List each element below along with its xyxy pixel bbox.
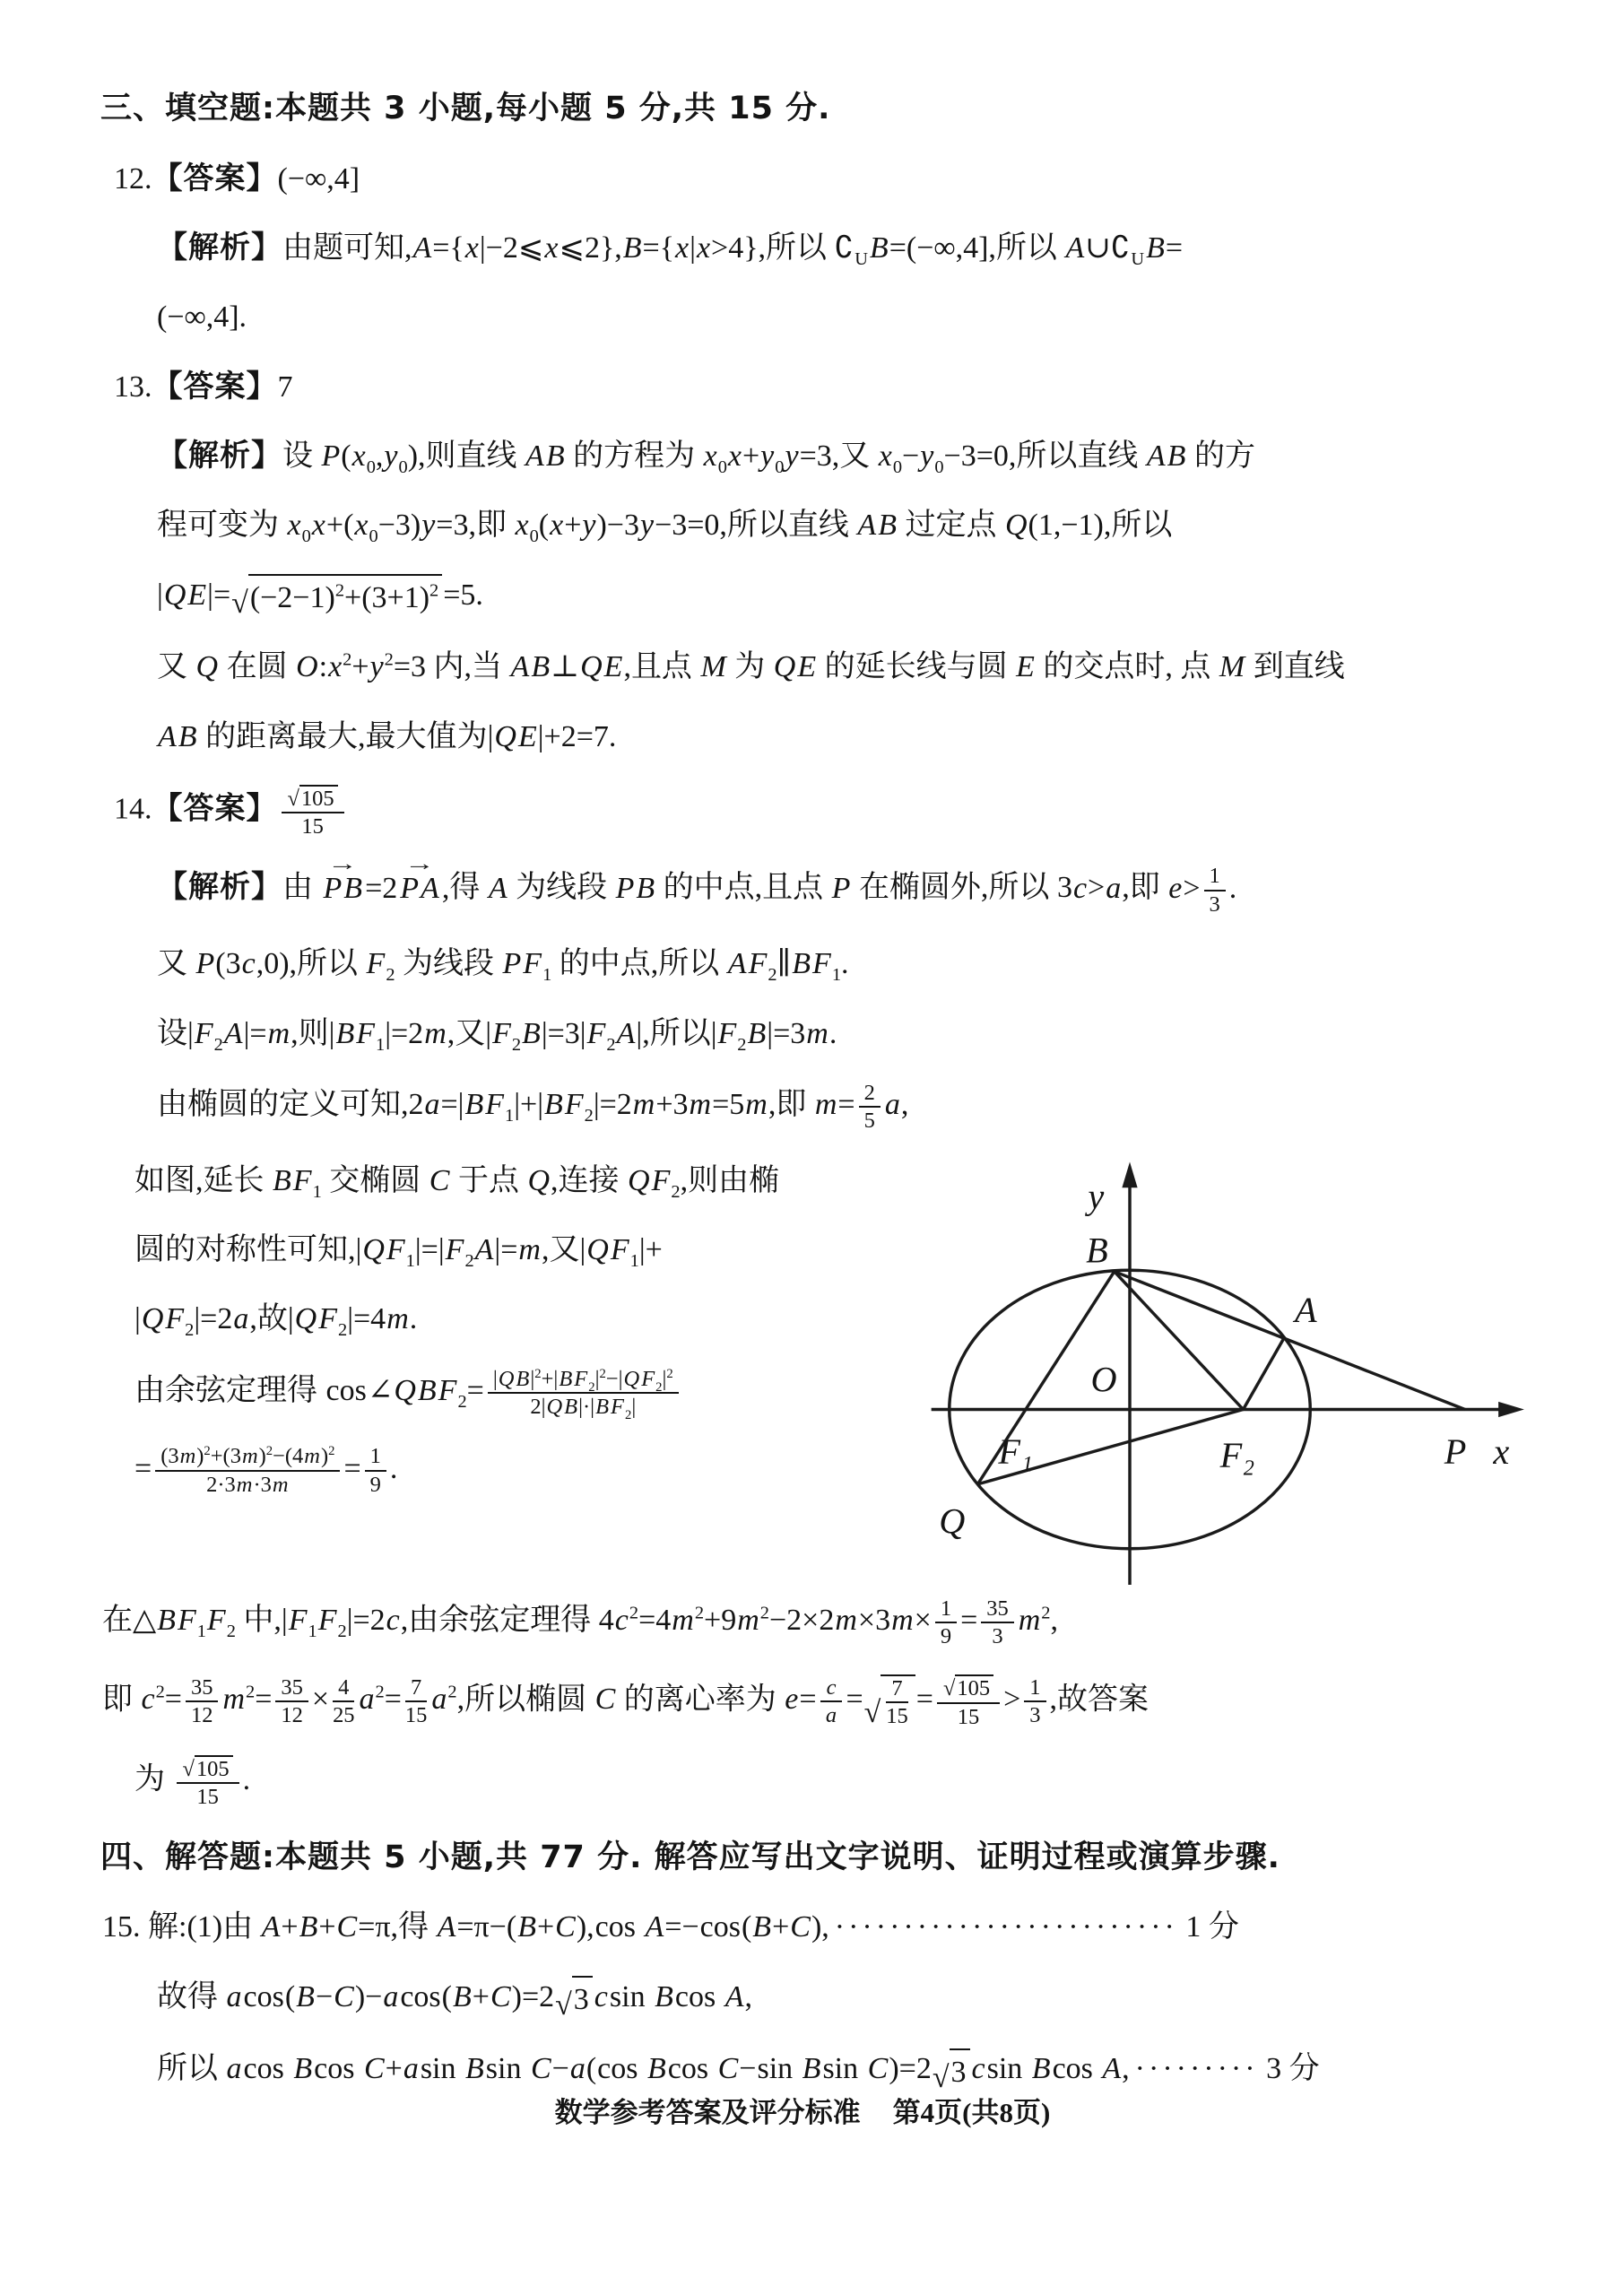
- figure-label-f2: F₂: [1219, 1434, 1255, 1475]
- q14-figure-container: [924, 1152, 1605, 1596]
- cjk-text: 于点: [450, 1163, 527, 1197]
- math-expression: $|F_2B|=3m$.: [710, 1016, 837, 1055]
- bold-label: 【解析】: [157, 230, 282, 266]
- q14-analysis-6: [0, 1674, 1605, 1730]
- cjk-text: 由余弦定理得: [134, 1373, 325, 1407]
- cjk-text: 为: [726, 650, 773, 684]
- figure-label-f1: F₁: [998, 1431, 1033, 1472]
- math-expression: $x_0-y_0-3=0$,: [878, 439, 1017, 477]
- section4-header: [0, 1835, 1605, 1881]
- cjk-text: 内,当: [426, 650, 510, 684]
- fraction: $\frac{1}{9}$: [935, 1596, 957, 1649]
- dot-leader: ·········: [1134, 2052, 1259, 2086]
- q14-figure-left-text: [0, 1159, 924, 1523]
- figure-label-o: O: [1090, 1359, 1117, 1400]
- math-expression: acos Bcos C+asin Bsin C−a(cos Bcos C−sin Bsin C)=2 √ 3 csin Bcos A,: [226, 2052, 1130, 2085]
- footer-page-number: 第4页(共8页): [892, 2097, 1051, 2128]
- figure-geometry: [932, 1172, 1506, 1585]
- cjk-text: 即: [1129, 871, 1168, 905]
- cjk-text: 又: [157, 650, 195, 684]
- cjk-text: 由椭圆的定义可知,: [157, 1088, 409, 1122]
- fraction: $\frac{(3m)^2+(3m)^2-(4m)^2}{2\cdot 3m\cdot 3m}$: [155, 1444, 340, 1497]
- math-expression: 7: [277, 370, 293, 404]
- bold-label: 【答案】: [152, 368, 278, 404]
- math-expression: $AF_2\parallel BF_1$.: [727, 947, 849, 986]
- cjk-text: 则直线: [425, 439, 525, 473]
- fraction: $\frac{35}{12}$: [275, 1675, 308, 1728]
- cjk-text: 的方: [1186, 439, 1255, 473]
- q14-analysis-2: [0, 942, 1605, 986]
- math-expression: M: [700, 650, 726, 684]
- cjk-text: 1 分: [1177, 1910, 1239, 1944]
- math-expression: P: [831, 871, 851, 905]
- figure-label-q: Q: [939, 1500, 966, 1542]
- math-expression: AB⊥QE,: [510, 650, 631, 684]
- math-expression: $BF_1$: [273, 1163, 322, 1202]
- math-expression: Q: [195, 650, 219, 684]
- cjk-text: 过定点: [897, 509, 1004, 543]
- fraction: $\frac{1}{3}$: [1024, 1675, 1045, 1728]
- cjk-text: 故答案: [1057, 1683, 1150, 1717]
- figure-label-a: A: [1295, 1289, 1317, 1330]
- axis-arrowheads: [1122, 1161, 1524, 1417]
- cjk-text: 连接: [558, 1163, 628, 1197]
- fill-in-blank-section: [0, 0, 1605, 1134]
- cjk-text: 在: [102, 1603, 133, 1637]
- figure-label-y: y: [1088, 1176, 1105, 1216]
- q14-figure-text-2: [0, 1228, 924, 1272]
- q14-cosine-line-2: [0, 1444, 924, 1497]
- cjk-text: 的中点,所以: [551, 947, 727, 981]
- math-expression: $4c^2=4m^2+9m^2-2\times 2m\times 3m\times$ $\frac{1}{9}$ = $\frac{35}{3}$ $m^2$,: [598, 1596, 1058, 1649]
- math-expression: (−∞,4]: [277, 161, 360, 196]
- vector: PB →: [323, 866, 364, 910]
- math-expression: AB: [525, 439, 565, 473]
- math-expression: $x_0x+(x_0-3)y=3$,: [287, 509, 476, 547]
- cjk-text: 所以: [297, 947, 366, 981]
- math-expression: $c^2=$ $\frac{35}{12}$ $m^2=$ $\frac{35}{12}$ × $\frac{4}{25}$ $a^2=$ $\frac{7}{15}$ $a^2$,: [141, 1674, 465, 1728]
- vector: PA →: [399, 866, 440, 910]
- cjk-text: 所以: [649, 1016, 711, 1050]
- x-axis-arrow: [1498, 1402, 1524, 1417]
- cjk-text: 设: [282, 439, 321, 473]
- math-expression: $\cos\angle QBF_2=$ $\frac{|QB|^2+|BF_2|^2-|QF_2|^2}{2|QB|\cdot|BF_2|}$: [325, 1374, 682, 1407]
- cjk-text: 在椭圆外,所以: [851, 871, 1057, 905]
- math-expression: $|F_2B|=3|F_2A|$,: [485, 1016, 650, 1055]
- cjk-text: 为线段: [395, 947, 502, 981]
- math-expression: e= $\frac{c}{a}$ = √ $\frac{7}{15}$ = √ 105 15 > $\frac{1}{3}$ ,: [785, 1674, 1058, 1729]
- q13-answer: [0, 365, 1605, 409]
- figure-label-x: x: [1493, 1431, 1510, 1472]
- ellipse-figure: [924, 1152, 1542, 1596]
- fraction: $\frac{1}{9}$: [365, 1444, 386, 1497]
- square-root: √ 3: [933, 2048, 970, 2094]
- math-expression: (−∞,4].: [157, 300, 247, 335]
- cjk-text: 的延长线与圆: [817, 650, 1016, 684]
- cjk-text: 由: [282, 871, 321, 905]
- cjk-text: 程可变为: [157, 509, 287, 543]
- math-expression: P(3c,0),: [195, 947, 298, 981]
- cjk-text: 如图,延长: [134, 1163, 272, 1197]
- math-expression: $|QF_1|+$: [579, 1233, 663, 1271]
- math-expression: m= $\frac{2}{5}$ a,: [814, 1080, 909, 1134]
- cjk-text: 所以: [1111, 509, 1173, 543]
- math-expression: E: [1016, 650, 1035, 684]
- math-expression: $x_0x+y_0y=3$,: [703, 439, 840, 477]
- cjk-text: 所以: [766, 231, 835, 265]
- cjk-text: 设: [157, 1016, 187, 1050]
- cjk-text: 为: [134, 1762, 173, 1796]
- math-expression: $F_2$: [366, 947, 395, 986]
- bold-label: 【答案】: [152, 160, 278, 196]
- q15-step-2: [0, 1975, 1605, 2022]
- square-root: √ 105: [943, 1674, 993, 1700]
- cjk-text: 3 分: [1258, 2052, 1320, 2086]
- cjk-text: 又: [549, 1233, 580, 1267]
- q14-analysis-3: [0, 1012, 1605, 1056]
- math-expression: 3c>a,: [1056, 871, 1130, 905]
- square-root: √ 105: [183, 1755, 233, 1781]
- cjk-text: 圆的对称性可知,: [134, 1233, 356, 1267]
- math-expression: A={x|−2⩽x⩽2},B={x|x>4},: [412, 231, 767, 265]
- cjk-text: 又: [839, 439, 878, 473]
- fraction: $\frac{35}{12}$: [186, 1675, 218, 1728]
- cjk-text: 所以: [157, 2052, 226, 2086]
- cjk-text: 在圆: [219, 650, 296, 684]
- cjk-text: 即: [475, 509, 515, 543]
- fraction: $\frac{7}{15}$: [886, 1675, 908, 1729]
- math-expression: A+B+C=π,: [261, 1910, 399, 1944]
- math-expression: $∁_UB=(-\infty,4]$,: [834, 231, 996, 269]
- cjk-text: 则由椭: [688, 1163, 780, 1197]
- square-root: √ $(-2-1)^2+(3+1)^2$: [231, 574, 442, 620]
- footer-title: 数学参考答案及评分标准: [554, 2097, 861, 2128]
- math-expression: PB: [615, 871, 655, 905]
- q13-analysis-1: [0, 434, 1605, 478]
- math-expression: AB: [857, 509, 897, 543]
- cjk-text: 故得: [157, 1979, 226, 2013]
- fraction: $\frac{2}{5}$: [859, 1081, 881, 1134]
- cjk-text: 为线段: [508, 871, 615, 905]
- cjk-text: 又: [455, 1016, 486, 1050]
- square-root: √ 3: [555, 1976, 593, 2022]
- fraction: √ 105 15: [937, 1674, 1000, 1730]
- q13-analysis-5: [0, 715, 1605, 759]
- y-axis-arrow: [1122, 1161, 1137, 1187]
- figure-labels: [939, 1176, 1509, 1541]
- math-expression: A: [488, 871, 508, 905]
- math-expression: $x_0(x+y)-3y-3=0$,: [515, 509, 727, 547]
- cjk-text: 13.: [114, 370, 152, 404]
- bold-label: 四、解答题:本题共 5 小题,共 77 分. 解答应写出文字说明、证明过程或演算步骤.: [100, 1839, 1280, 1875]
- math-expression: $|QF_1|=|F_2A|=m$,: [355, 1233, 550, 1271]
- q12-analysis-2: [0, 295, 1605, 339]
- fraction: $\frac{c}{a}$: [820, 1675, 843, 1728]
- q15-step-1: [0, 1905, 1605, 1949]
- page-footer: [0, 2090, 1605, 2130]
- bold-label: 三、填空题:本题共 3 小题,每小题 5 分,共 15 分.: [100, 91, 831, 126]
- q14-analysis-1: [0, 864, 1605, 917]
- q13-analysis-2: [0, 503, 1605, 547]
- segment-BP: [1115, 1271, 1465, 1409]
- math-expression: = $\frac{(3m)^2+(3m)^2-(4m)^2}{2\cdot 3m\cdot 3m}$ = $\frac{1}{9}$ .: [134, 1444, 398, 1497]
- cjk-text: 到直线: [1245, 650, 1345, 684]
- cjk-text: 中,: [235, 1603, 282, 1637]
- cjk-text: 的交点时, 点: [1035, 650, 1219, 684]
- math-expression: $A\cup∁_UB=$: [1065, 231, 1184, 269]
- math-expression: acos(B−C)−acos(B+C)=2 √ 3 csin Bcos A,: [226, 1980, 752, 2013]
- math-expression: A=π−(B+C),cos A=−cos(B+C),: [437, 1910, 829, 1944]
- cjk-text: 交椭圆: [321, 1163, 429, 1197]
- cjk-text: 14.: [114, 792, 152, 826]
- cjk-text: 即: [776, 1088, 814, 1122]
- math-expression: C: [429, 1163, 450, 1197]
- q14-analysis-7: [0, 1754, 1605, 1810]
- q14-figure-text-1: [0, 1159, 924, 1203]
- q14-figure-row: [0, 1159, 1605, 1596]
- math-expression: e> $\frac{1}{3}$ .: [1168, 864, 1237, 917]
- cjk-text: 得: [398, 1910, 437, 1944]
- math-expression: $O:x^2+y^2=3$: [296, 650, 427, 684]
- cjk-text: 的方程为: [565, 439, 703, 473]
- q12-answer: [0, 157, 1605, 201]
- figure-label-p: P: [1444, 1431, 1467, 1472]
- q15-step-3: [0, 2047, 1605, 2094]
- math-expression: $\triangle BF_1F_2$: [133, 1603, 236, 1641]
- fraction: $\frac{35}{3}$: [981, 1596, 1013, 1649]
- cjk-text: 的距离最大,最大值为: [197, 719, 488, 753]
- math-expression: |QE|+2=7.: [487, 719, 617, 753]
- math-expression: AB: [158, 719, 197, 753]
- fraction: √ 105 15: [282, 784, 344, 839]
- math-expression: $|F_1F_2|=2c$,: [281, 1603, 409, 1641]
- segment-AF2: [1244, 1337, 1285, 1410]
- math-expression: $PF_1$: [502, 947, 552, 986]
- cjk-text: 12.: [114, 161, 152, 196]
- cjk-text: 则: [298, 1016, 329, 1050]
- cjk-text: 的离心率为: [616, 1683, 785, 1717]
- fraction: $\frac{|QB|^2+|BF_2|^2-|QF_2|^2}{2|QB|\cdot|BF_2|}$: [488, 1367, 679, 1420]
- math-expression: $2a=|BF_1|+|BF_2|=2m+3m=5m$,: [408, 1088, 776, 1126]
- cjk-text: 由余弦定理得: [408, 1603, 599, 1637]
- bold-label: 【解析】: [157, 437, 282, 474]
- fraction: $\frac{7}{15}$: [404, 1674, 428, 1728]
- fraction: $\frac{4}{25}$: [333, 1674, 355, 1728]
- cjk-text: 所以直线: [726, 509, 857, 543]
- math-expression: C: [594, 1683, 616, 1717]
- cjk-text: 15. 解:(1)由: [102, 1910, 261, 1944]
- solution-section: [0, 1596, 1605, 2095]
- math-expression: $|BF_1|=2m$,: [328, 1016, 455, 1055]
- section3-header: [0, 86, 1605, 132]
- math-expression: |QE|= √ $(-2-1)^2+(3+1)^2$ =5.: [157, 578, 483, 612]
- cjk-text: 的中点,且点: [655, 871, 831, 905]
- math-expression: $QF_2$,: [628, 1163, 689, 1202]
- math-expression: M: [1219, 650, 1245, 684]
- math-expression: Q,: [527, 1163, 559, 1197]
- fraction: $\frac{1}{3}$: [1204, 864, 1226, 917]
- bold-label: 【答案】: [152, 790, 278, 827]
- cjk-text: 得: [449, 871, 488, 905]
- q13-analysis-4: [0, 645, 1605, 689]
- cjk-text: 所以椭圆: [464, 1683, 594, 1717]
- math-expression: Q(1,−1),: [1004, 509, 1112, 543]
- cjk-text: 故: [256, 1302, 288, 1336]
- math-expression: QE: [773, 650, 817, 684]
- math-expression: $|F_2A|=m$,: [187, 1016, 299, 1055]
- math-expression: $P(x_0,y_0)$,: [321, 439, 426, 477]
- bold-label: 【解析】: [157, 869, 282, 906]
- q14-analysis-4: [0, 1081, 1605, 1134]
- math-expression: $|QF_2|=4m$.: [287, 1302, 418, 1341]
- cjk-text: 所以: [995, 231, 1065, 265]
- q14-cosine-line-1: [0, 1367, 924, 1420]
- math-expression: AB: [1146, 439, 1186, 473]
- q14-analysis-5: [0, 1596, 1605, 1649]
- figure-label-b: B: [1086, 1230, 1108, 1271]
- math-expression: $|QF_2|=2a$,: [134, 1302, 257, 1341]
- q12-analysis-1: [0, 226, 1605, 270]
- q13-analysis-3: [0, 573, 1605, 621]
- cjk-text: 又: [157, 947, 195, 981]
- cjk-text: 所以直线: [1016, 439, 1146, 473]
- q14-answer: [0, 784, 1605, 839]
- square-root: √ $\frac{7}{15}$: [864, 1674, 915, 1729]
- math-expression: [278, 786, 348, 839]
- cjk-text: 且点: [630, 650, 700, 684]
- math-expression: √ 105 15 .: [173, 1763, 251, 1796]
- math-expression: PB →=2PA →,: [321, 872, 450, 905]
- dot-leader: ·························: [834, 1910, 1178, 1944]
- q14-figure-text-3: [0, 1297, 924, 1341]
- cjk-text: 即: [102, 1683, 141, 1717]
- cjk-text: 由题可知,: [282, 231, 412, 265]
- square-root: √ 105: [288, 785, 338, 811]
- fraction: √ 105 15: [177, 1754, 239, 1810]
